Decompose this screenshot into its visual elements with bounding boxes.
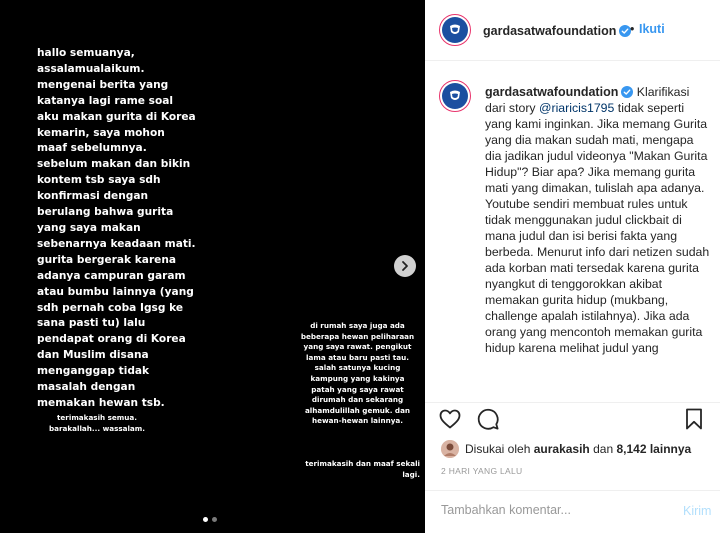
carousel-dot-active (203, 517, 208, 522)
carousel-indicator (203, 517, 217, 522)
likes-user[interactable]: aurakasih (533, 442, 590, 456)
post-date[interactable]: 2 HARI YANG LALU (441, 466, 523, 476)
header-separator: • (630, 22, 635, 36)
header-username[interactable]: gardasatwafoundation (483, 24, 617, 38)
post-comment-button[interactable]: Kirim (683, 504, 712, 518)
likes-middle: dan (593, 442, 614, 456)
caption-username[interactable]: gardasatwafoundation (485, 85, 619, 99)
comment-bar (425, 490, 720, 534)
comment-input[interactable] (441, 503, 661, 517)
action-bar (425, 402, 720, 437)
bookmark-icon (682, 407, 706, 431)
heart-icon (438, 407, 462, 431)
story-main-text: hallo semuanya, assalamualaikum. mengenai berita yang katanya lagi rame soal aku makan gurita di Korea kemarin, saya mohon maaf sebelumnya. sebelum makan dan bikin kontem tsb saya sdh konfirmasi dengan berulang bahwa gurita yang saya makan sebenarnya keadaan mati. gurita bergerak karena adanya campuran garam atau bumbu lainnya (yang sdh pernah coba Igsg ke sana pasti tu) lalu pendapat orang di Korea dan Muslim disana menganggap tidak masalah dengan memakan hewan tsb. (37, 47, 196, 409)
user-avatar-icon (441, 440, 459, 458)
caption-text-before: Klarifikasi dari story (485, 85, 690, 115)
liker-avatar[interactable] (441, 440, 459, 458)
caption-mention[interactable]: @riaricis1795 (539, 101, 615, 115)
foundation-logo-icon (446, 87, 464, 105)
carousel-next-button[interactable] (394, 255, 416, 277)
post-panel (425, 0, 720, 533)
story-right-text: di rumah saya juga ada beberapa hewan peliharaan yang saya rawat. pengikut lama atau baru pasti tau. salah satunya kucing kampung yang kakinya patah yang saya rawat dirumah dan sekarang alhamdulillah gemuk. dan hewan-hewan lainnya. (300, 321, 415, 426)
comment-button[interactable] (475, 406, 501, 432)
verified-badge-icon (621, 86, 633, 98)
story-main-closing: terimakasih semua. barakallah... wassalam. (48, 413, 146, 433)
comment-icon (476, 407, 500, 431)
caption-area (425, 62, 720, 402)
chevron-right-icon (399, 260, 411, 272)
caption-text-after: tidak seperti yang kami inginkan. Jika memang Gurita yang dia makan sudah mati, mengapa dia jadikan judul videonya "Makan Gurita Hidup"? Biar apa? Jika memang gurita mati yang dimakan, tulislah apa adanya. Youtube sendiri membuat rules untuk tidak menggunakan judul clickbait di mana judul dan isi berisi fakta yang berbeda. Menurut info dari netizen sudah ada korban mati tersedak karena gurita nyangkut di tenggorokkan akibat memakan gurita hidup (mukbang, challenge apalah istilahnya). Jika ada orang yang mencontoh memakan gurita hidup karena melihat judul yang (485, 101, 710, 355)
post-caption (485, 84, 711, 356)
likes-count[interactable]: 8,142 lainnya (616, 442, 692, 456)
foundation-logo-icon (446, 21, 464, 39)
carousel-dot (212, 517, 217, 522)
save-button[interactable] (681, 406, 707, 432)
like-button[interactable] (437, 406, 463, 432)
story-right-closing: terimakasih dan maaf sekali lagi. (305, 459, 420, 479)
header-avatar[interactable] (439, 14, 471, 46)
likes-prefix: Disukai oleh (465, 442, 531, 456)
post-header (425, 0, 720, 61)
likes-summary (441, 440, 691, 458)
caption-avatar[interactable] (439, 80, 471, 112)
follow-button[interactable]: Ikuti (639, 22, 665, 36)
